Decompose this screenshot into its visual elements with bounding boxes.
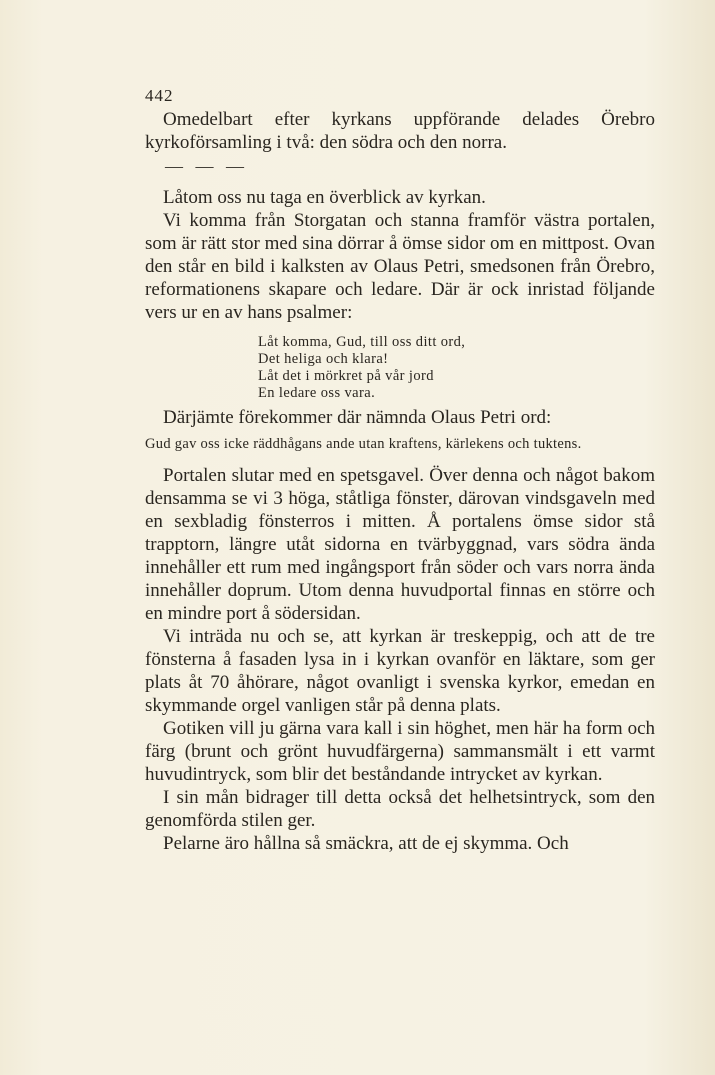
paragraph-body: I sin mån bidrager till detta också det helhetsintryck, som den genomförda stilen ger. bbox=[145, 787, 655, 831]
paragraph-after-verse: Därjämte förekommer där nämnda Olaus Petri ord: bbox=[163, 407, 552, 428]
paragraph-body: Vi inträda nu och se, att kyrkan är treskeppig, och att de tre fönsterna å fasaden lysa in i kyrkan ovanför en läktare, som ger plats åt 70 åhörare, något ovanligt i svenska kyrkor, emedan en skymmande orgel vanligen står på denna plats. bbox=[145, 626, 655, 716]
paragraph-portal: Vi komma från Storgatan och stanna framför västra portalen, som är rätt stor med sina dörrar å ömse sidor om en mittpost. Ovan den står en bild i kalksten av Olaus Petri, smedsonen från Örebro, reformationens skapare och ledare. Där är ock inristad följande vers ur en av hans psalmer: bbox=[145, 210, 655, 323]
quotation: Gud gav oss icke räddhågans ande utan kraftens, kärlekens och tuktens. bbox=[145, 436, 582, 452]
verse-line: Det heliga och klara! bbox=[258, 351, 389, 367]
verse-line: Låt komma, Gud, till oss ditt ord, bbox=[258, 334, 466, 350]
page-number: 442 bbox=[145, 86, 174, 105]
verse-line: En ledare oss vara. bbox=[258, 385, 376, 401]
paragraph-overview: Låtom oss nu taga en överblick av kyrkan. bbox=[163, 187, 486, 208]
page-text bbox=[145, 108, 655, 855]
section-separator: — — — bbox=[165, 156, 248, 176]
psalm-verse bbox=[258, 334, 655, 402]
paragraph-body: Pelarne äro hållna så smäckra, att de ej skymma. Och bbox=[163, 833, 569, 854]
paragraph-body: Gotiken vill ju gärna vara kall i sin höghet, men här ha form och färg (brunt och grönt huvudfärgerna) sammansmält i ett varmt huvudintryck, som blir det beståndande intrycket av kyrkan. bbox=[145, 718, 655, 785]
verse-line: Låt det i mörkret på vår jord bbox=[258, 368, 434, 384]
paragraph-body: Portalen slutar med en spetsgavel. Över denna och något bakom densamma se vi 3 höga, ståtliga fönster, därovan vindsgaveln med en sexbladig fönsterros i mitten. Å portalens ömse sidor stå trapptorn, längre utåt sidorna en tvärbyggnad, vars södra ända innehåller ett rum med ingångsport från söder och vars norra ända innehåller doprum. Utom denna huvudportal finnas en större och en mindre port å södersidan. bbox=[145, 465, 655, 624]
paragraph-intro: Omedelbart efter kyrkans uppförande delades Örebro kyrkoförsamling i två: den södra och den norra. bbox=[145, 109, 655, 153]
